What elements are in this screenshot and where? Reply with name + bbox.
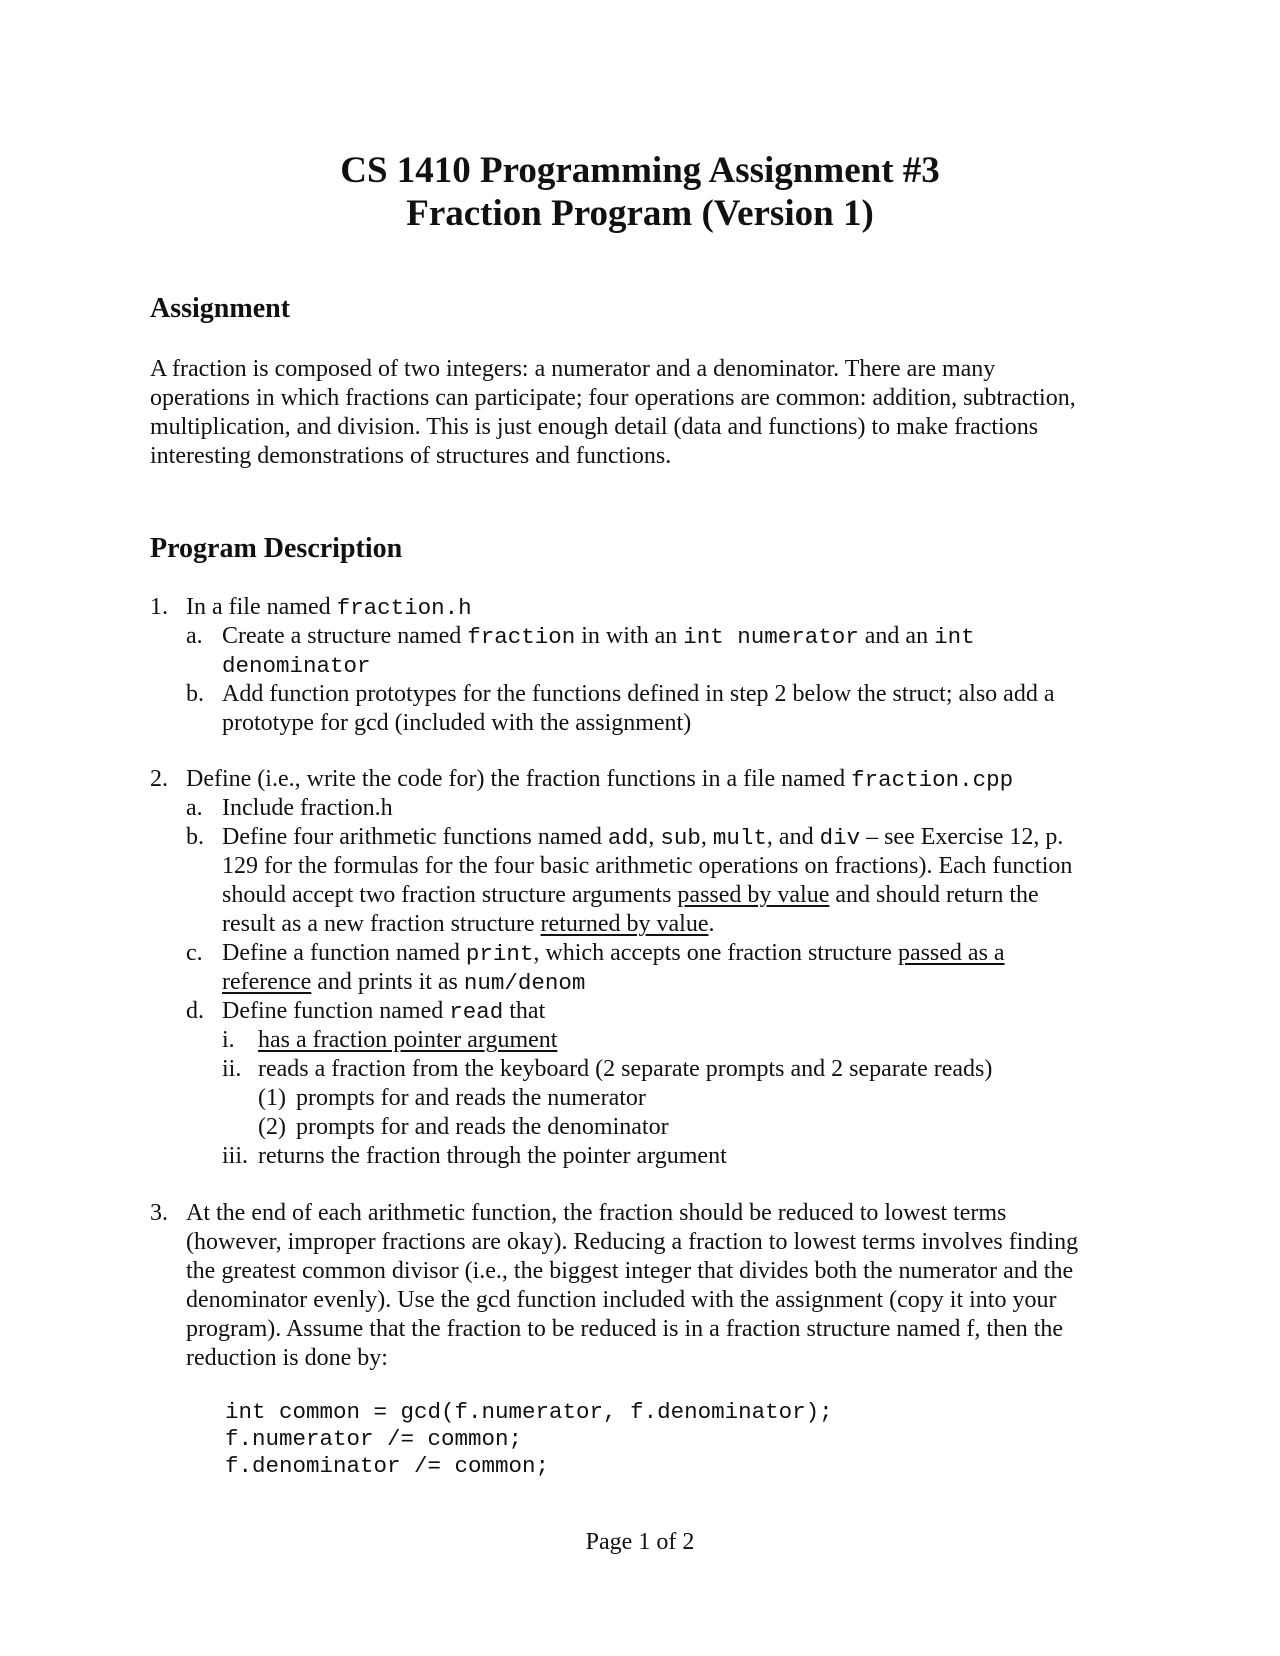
step3-line-4: denominator evenly). Use the gcd function included with the assignment (copy it into your (186, 1287, 1057, 1313)
step2b-line-2: 129 for the formulas for the four basic arithmetic operations on fractions). Each function (222, 853, 1073, 879)
step2b-line-3: should accept two fraction structure arguments passed by value and should return the (222, 882, 1039, 908)
code-line-3: f.denominator /= common; (225, 1453, 550, 1479)
step2d-label: d. (186, 998, 204, 1024)
code-line-2: f.numerator /= common; (225, 1426, 523, 1452)
step2d-ii-1-text: prompts for and reads the numerator (296, 1085, 646, 1111)
description-heading: Program Description (150, 533, 403, 564)
step1b-label: b. (186, 681, 204, 707)
step2c-line-2: reference and prints it as num/denom (222, 969, 586, 996)
step3-line-6: reduction is done by: (186, 1345, 388, 1371)
title-line-2: Fraction Program (Version 1) (406, 193, 874, 234)
step1-number: 1. (150, 594, 168, 620)
step1b-line-1: Add function prototypes for the functions defined in step 2 below the struct; also add a (222, 681, 1055, 707)
step2c-line-1: Define a function named print, which accepts one fraction structure passed as a (222, 940, 1005, 967)
step1a-text-cont: denominator (222, 653, 371, 679)
assignment-heading: Assignment (150, 293, 291, 324)
step2a-label: a. (186, 795, 203, 821)
step2d-ii-label: ii. (222, 1056, 242, 1082)
step2b-label: b. (186, 824, 204, 850)
step2d-i-label: i. (222, 1027, 235, 1053)
step1a-label: a. (186, 623, 203, 649)
code-line-1: int common = gcd(f.numerator, f.denominator); (225, 1399, 833, 1425)
assignment-line-3: multiplication, and division. This is just enough detail (data and functions) to make fractions (150, 414, 1039, 440)
title-line-1: CS 1410 Programming Assignment #3 (340, 150, 940, 191)
step2d-text: Define function named read that (222, 998, 546, 1025)
step2d-i-text: has a fraction pointer argument (258, 1027, 558, 1053)
step2c-label: c. (186, 940, 203, 966)
step1a-text: Create a structure named fraction in with an int numerator and an int (222, 623, 975, 650)
assignment-line-2: operations in which fractions can participate; four operations are common: addition, subtraction, (150, 385, 1076, 411)
assignment-line-4: interesting demonstrations of structures and functions. (150, 443, 672, 469)
step2-text: Define (i.e., write the code for) the fraction functions in a file named fraction.cpp (186, 766, 1014, 793)
step2-number: 2. (150, 766, 168, 792)
step3-number: 3. (150, 1200, 168, 1226)
step3-line-2: (however, improper fractions are okay). Reducing a fraction to lowest terms involves finding (186, 1229, 1079, 1255)
step2a-text: Include fraction.h (222, 795, 393, 821)
step2d-ii-2-label: (2) (258, 1114, 286, 1140)
page-footer: Page 1 of 2 (585, 1529, 695, 1555)
assignment-line-1: A fraction is composed of two integers: a numerator and a denominator. There are many (150, 356, 996, 382)
step2b-line-4: result as a new fraction structure returned by value. (222, 911, 715, 937)
step3-line-3: the greatest common divisor (i.e., the biggest integer that divides both the numerator and the (186, 1258, 1074, 1284)
step2b-line-1: Define four arithmetic functions named add, sub, mult, and div – see Exercise 12, p. (222, 824, 1064, 851)
step2d-ii-1-label: (1) (258, 1085, 286, 1111)
step1b-line-2: prototype for gcd (included with the assignment) (222, 710, 692, 736)
step2-filename: fraction.cpp (851, 767, 1014, 793)
step2d-iii-label: iii. (222, 1143, 249, 1169)
step2d-iii-text: returns the fraction through the pointer argument (258, 1143, 727, 1169)
step3-line-5: program). Assume that the fraction to be reduced is in a fraction structure named f, then the (186, 1316, 1064, 1342)
step2d-ii-2-text: prompts for and reads the denominator (296, 1114, 669, 1140)
step1-filename: fraction.h (336, 595, 472, 621)
step1-text: In a file named fraction.h (186, 594, 472, 621)
step2d-ii-text: reads a fraction from the keyboard (2 separate prompts and 2 separate reads) (258, 1056, 993, 1082)
step3-line-1: At the end of each arithmetic function, the fraction should be reduced to lowest terms (186, 1200, 1007, 1226)
